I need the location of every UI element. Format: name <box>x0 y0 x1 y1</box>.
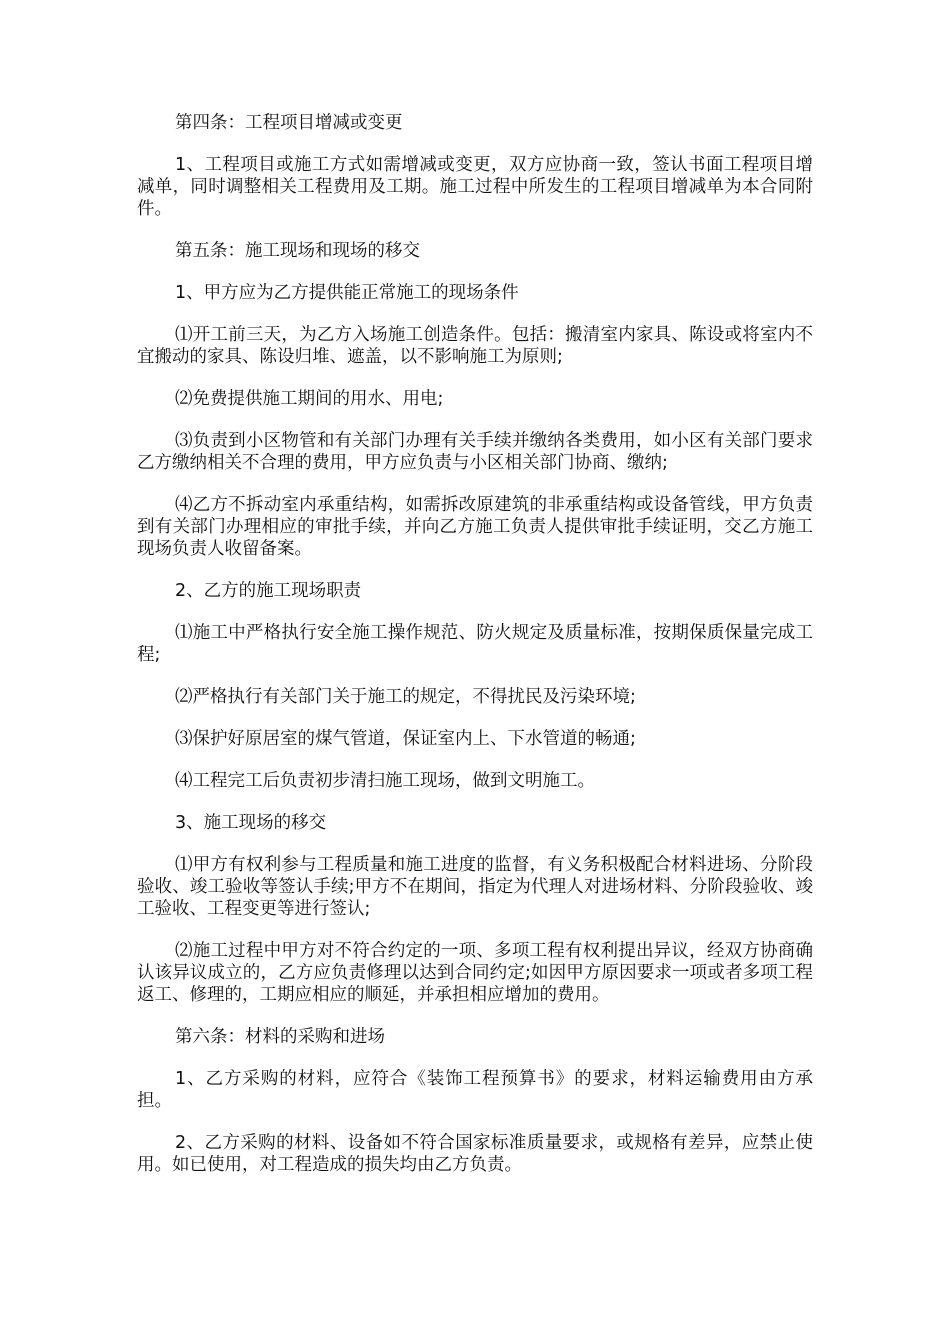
article-5-section-3: 3、施工现场的移交 <box>175 813 327 833</box>
article-5-section-1-item-4: ⑷乙方不拆动室内承重结构，如需拆改原建筑的非承重结构或设备管线，甲方负责到有关部门办理相应的审批手续，并向乙方施工负责人提供审批手续证明，交乙方施工现场负责人收留备案。 <box>137 495 813 559</box>
article-5-section-2-item-2: ⑵严格执行有关部门关于施工的规定，不得扰民及污染环境; <box>175 687 636 707</box>
article-6-clause-1: 1、乙方采购的材料，应符合《装饰工程预算书》的要求，材料运输费用由方承担。 <box>137 1069 813 1111</box>
article-5-section-1-item-3: ⑶负责到小区物管和有关部门办理有关手续并缴纳各类费用，如小区有关部门要求乙方缴纳相关不合理的费用，甲方应负责与小区相关部门协商、缴纳; <box>137 431 813 473</box>
article-5-section-1-item-1: ⑴开工前三天，为乙方入场施工创造条件。包括：搬清室内家具、陈设或将室内不宜搬动的家具、陈设归堆、遮盖，以不影响施工为原则; <box>137 325 813 367</box>
article-6-clause-2: 2、乙方采购的材料、设备如不符合国家标准质量要求，或规格有差异，应禁止使用。如已使用，对工程造成的损失均由乙方负责。 <box>137 1133 813 1175</box>
article-5-section-2-item-1: ⑴施工中严格执行安全施工操作规范、防火规定及质量标准，按期保质保量完成工程; <box>137 623 813 665</box>
article-5-section-2-item-3: ⑶保护好原居室的煤气管道，保证室内上、下水管道的畅通; <box>175 729 636 749</box>
article-5-section-3-item-2: ⑵施工过程中甲方对不符合约定的一项、多项工程有权利提出异议，经双方协商确认该异议成立的，乙方应负责修理以达到合同约定;如因甲方原因要求一项或者多项工程返工、修理的，工期应相应的顺延，并承担相应增加的费用。 <box>137 941 813 1005</box>
article-5-section-1: 1、甲方应为乙方提供能正常施工的现场条件 <box>175 283 519 303</box>
article-6-heading: 第六条：材料的采购和进场 <box>175 1027 385 1047</box>
article-5-section-1-item-2: ⑵免费提供施工期间的用水、用电; <box>175 389 444 409</box>
article-5-section-2-item-4: ⑷工程完工后负责初步清扫施工现场，做到文明施工。 <box>175 771 595 791</box>
article-5-heading: 第五条：施工现场和现场的移交 <box>175 241 420 261</box>
article-4-clause-1: 1、工程项目或施工方式如需增减或变更，双方应协商一致，签认书面工程项目增减单，同时调整相关工程费用及工期。施工过程中所发生的工程项目增减单为本合同附件。 <box>137 155 813 219</box>
article-5-section-3-item-1: ⑴甲方有权利参与工程质量和施工进度的监督，有义务积极配合材料进场、分阶段验收、竣工验收等签认手续;甲方不在期间，指定为代理人对进场材料、分阶段验收、竣工验收、工程变更等进行签认; <box>137 855 813 919</box>
document-page <box>137 112 813 1196</box>
article-4-heading: 第四条：工程项目增减或变更 <box>175 113 403 133</box>
article-5-section-2: 2、乙方的施工现场职责 <box>175 581 362 601</box>
